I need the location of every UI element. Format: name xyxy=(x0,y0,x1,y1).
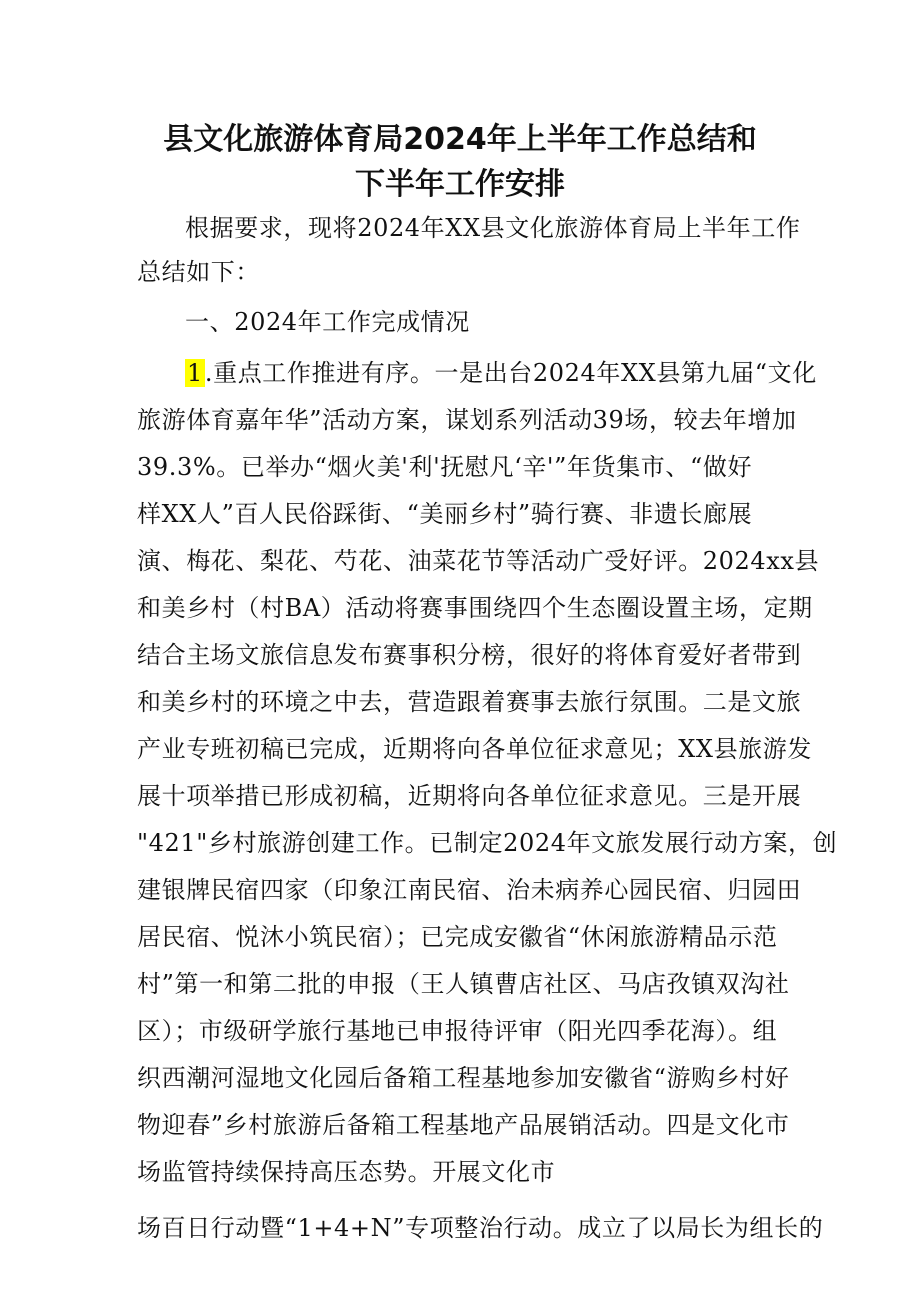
paragraph-line: 展十项举措已形成初稿，近期将向各单位征求意见。三是开展 xyxy=(137,782,802,810)
paragraph-line: 区）；市级研学旅行基地已申报待评审（阳光四季花海）。组 xyxy=(137,1017,778,1045)
document-title-line-2: 下半年工作安排 xyxy=(355,167,565,202)
paragraph-line: 39.3%。已举办“烟火美'利'抚慰凡‘辛'”年货集市、“做好 xyxy=(137,453,753,481)
paragraph-line: 建银牌民宿四家（印象江南民宿、治未病养心园民宿、归园田 xyxy=(137,876,802,904)
paragraph-line: "421"乡村旅游创建工作。已制定2024年文旅发展行动方案，创 xyxy=(137,829,838,857)
paragraph-line-1-text: .重点工作推进有序。一是出台2024年XX县第九届“文化 xyxy=(204,359,817,387)
paragraph-line: 居民宿、悦沐小筑民宿）；已完成安徽省“休闲旅游精品示范 xyxy=(137,923,778,951)
paragraph-line: 旅游体育嘉年华”活动方案，谋划系列活动39场，较去年增加 xyxy=(137,406,797,434)
paragraph-line: 演、梅花、梨花、芍花、油菜花节等活动广受好评。2024xx县 xyxy=(137,547,820,575)
section-heading: 一、2024年工作完成情况 xyxy=(185,308,470,336)
paragraph-line: 织西潮河湿地文化园后备箱工程基地参加安徽省“游购乡村好 xyxy=(137,1064,790,1092)
paragraph-line: 场监管持续保持高压态势。开展文化市 xyxy=(137,1158,556,1186)
paragraph-line-1 xyxy=(185,357,817,389)
paragraph-line: 和美乡村（村BA）活动将赛事围绕四个生态圈设置主场，定期 xyxy=(137,594,813,622)
document-title-line-1: 县文化旅游体育局2024年上半年工作总结和 xyxy=(163,122,757,157)
highlighted-item-number: 1 xyxy=(187,359,203,387)
paragraph-line: 物迎春”乡村旅游后备箱工程基地产品展销活动。四是文化市 xyxy=(137,1111,790,1139)
paragraph-line: 结合主场文旅信息发布赛事积分榜，很好的将体育爱好者带到 xyxy=(137,641,802,669)
paragraph-line: 村”第一和第二批的申报（王人镇曹店社区、马店孜镇双沟社 xyxy=(137,970,790,998)
paragraph-line: 和美乡村的环境之中去，营造跟着赛事去旅行氛围。二是文旅 xyxy=(137,688,802,716)
paragraph-line: 样XX人”百人民俗踩街、“美丽乡村”骑行赛、非遗长廊展 xyxy=(137,500,753,528)
intro-line-1: 根据要求，现将2024年XX县文化旅游体育局上半年工作 xyxy=(185,214,801,242)
paragraph-line: 场百日行动暨“1+4+N”专项整治行动。成立了以局长为组长的 xyxy=(137,1214,824,1242)
intro-line-2: 总结如下： xyxy=(137,258,260,286)
paragraph-line: 产业专班初稿已完成，近期将向各单位征求意见；XX县旅游发 xyxy=(137,735,812,763)
